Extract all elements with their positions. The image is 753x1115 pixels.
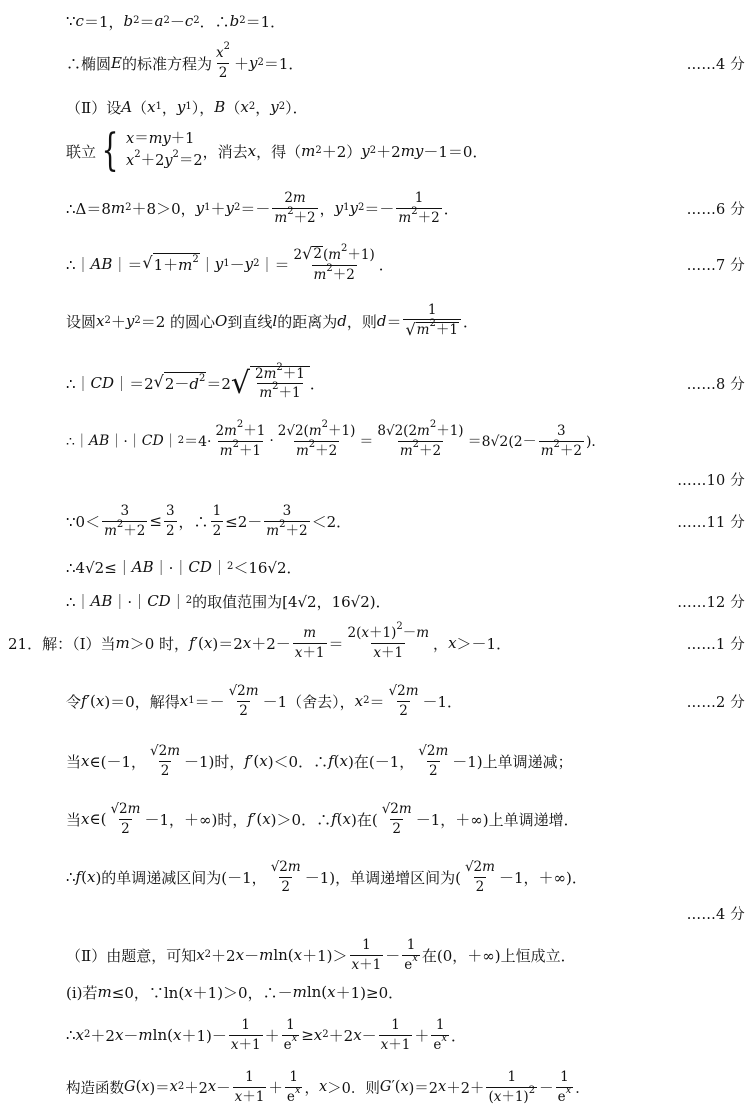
solution-line — [66, 358, 745, 408]
solution-line — [66, 94, 745, 120]
score-mark: ……4 分 — [686, 56, 745, 73]
solution-line — [66, 980, 745, 1004]
score-mark: ……6 分 — [686, 201, 745, 218]
math-expression: ∴｜ AB ｜＝ √ $1+m^2$ ｜ y 1 － y 2 ｜＝ 2 √ 2 $(m^2+1)$ $m^2+2$ ． — [66, 243, 394, 283]
solution-line — [66, 676, 745, 726]
math-expression: （Ⅱ）设 A （ x 1 ， y 1 ）， B （ x 2 ， y 2 ）． — [66, 98, 308, 117]
math-expression: 21．解：（Ⅰ）当 m ＞0 时， f ′( x )＝2 x ＋2－ $\frac{m}{x+1}$ ＝ $\frac{2(x+1)^2-m}{x+1}$ ， x ＞－1． — [8, 621, 512, 661]
solution-line — [66, 8, 745, 34]
score-mark: ……8 分 — [686, 376, 745, 393]
solution-line — [66, 468, 745, 490]
solution-line — [66, 852, 745, 902]
math-expression: 设圆 x 2 ＋ y 2 ＝2 的圆心 O 到直线 l 的距离为 d ，则 d ＝ 1 √ $m^2+1$ ． — [66, 302, 478, 340]
solution-line — [66, 498, 745, 544]
math-expression: 当 x ∈( $\frac{√2m}{2}$ －1，＋∞)时， f ′( x )＞0．∴ f ( x )在( $\frac{√2m}{2}$ －1，＋∞)上单调递增． — [66, 801, 579, 837]
solution-line — [66, 554, 745, 580]
solution-line — [66, 736, 745, 786]
math-expression: ∴ x 2 ＋2 x － m ln( x ＋1)－ $\frac{1}{x+1}$ ＋ $\frac{1}{e^x}$ ≥ x 2 ＋2 x － $\frac{1}{x+1}$ ＋ $\frac{1}{e^x}$ ． — [66, 1017, 467, 1053]
math-expression: (i)若 m ≤0，∵ln( x ＋1)＞0，∴－ m ln( x ＋1)≥0． — [66, 983, 404, 1002]
math-expression: ∴｜ AB ｜·｜ CD ｜ 2 ＝4· $\frac{2m^2+1}{m^2+1}$ · $\frac{2√2(m^2+1)}{m^2+2}$ ＝ $\frac{8√2(2m^2+1)}{m^2+2}$ ＝8√2(2－ $\frac{3}{m^2+2}$ )． — [66, 419, 606, 459]
math-expression: （Ⅱ）由题意，可知 x 2 ＋2 x － m ln( x ＋1)＞ $\frac{1}{x+1}$ － $\frac{1}{e^x}$ 在(0，＋∞)上恒成立． — [66, 937, 576, 973]
solution-line — [66, 932, 745, 978]
score-mark: ……2 分 — [686, 694, 745, 711]
solution-line — [66, 902, 745, 924]
solution-line — [66, 296, 745, 346]
math-expression: ∴Δ＝8 m 2 ＋8＞0， y 1 ＋ y 2 ＝－ $\frac{2m}{m^2+2}$ ， y 1 y 2 ＝－ $\frac{1}{m^2+2}$ ． — [66, 190, 459, 226]
solution-line — [66, 186, 745, 230]
math-expression: 构造函数 G ( x )＝ x 2 ＋2 x － $\frac{1}{x+1}$ ＋ $\frac{1}{e^x}$ ， x ＞0．则 G ′( x )＝2 x ＋2＋ $\frac{1}{(x+1)^2}$ － $\frac{1}{e^x}$ ． — [66, 1069, 590, 1105]
solution-line — [66, 1012, 745, 1058]
score-mark: ……11 分 — [677, 514, 745, 531]
math-expression: ∵0＜ $\frac{3}{m^2+2}$ ≤ $\frac{3}{2}$ ，∴ $\frac{1}{2}$ ≤2－ $\frac{3}{m^2+2}$ ＜2． — [66, 503, 352, 539]
math-expression: ∴椭圆 E 的标准方程为 $\frac{x^2}{2}$ ＋ y 2 ＝1． — [66, 41, 304, 81]
score-mark: ……10 分 — [677, 472, 745, 489]
math-expression: ∴｜ CD ｜＝2 √ $2-d^2$ ＝2 √ $\frac{2m^2+1}{m^2+1}$ ． — [66, 361, 325, 401]
solution-line — [66, 416, 745, 466]
solution-line — [66, 794, 745, 844]
math-expression: ∴ f ( x )的单调递减区间为(－1， $\frac{√2m}{2}$ －1)，单调递增区间为( $\frac{√2m}{2}$ －1，＋∞)． — [66, 859, 587, 895]
math-expression: 联立 { x＝my＋1 $x^2+2y^2=2$ ，消去 x ，得（ m 2 ＋2） y 2 ＋2 my －1＝0． — [66, 125, 488, 177]
solution-line — [66, 42, 745, 84]
math-expression: 当 x ∈(－1， $\frac{√2m}{2}$ －1)时， f ′( x )＜0．∴ f ( x )在(－1， $\frac{√2m}{2}$ －1)上单调递减； — [66, 743, 573, 779]
score-mark: ……7 分 — [686, 257, 745, 274]
solution-line — [66, 588, 745, 614]
solution-line — [66, 242, 745, 286]
score-mark: ……4 分 — [686, 906, 745, 923]
score-mark: ……1 分 — [686, 636, 745, 653]
solution-line — [8, 620, 745, 666]
solution-line — [66, 124, 745, 178]
score-mark: ……12 分 — [677, 594, 745, 611]
math-expression: 令 f ′( x )＝0，解得 x 1 ＝－ $\frac{√2m}{2}$ －1（舍去）， x 2 ＝ $\frac{√2m}{2}$ －1． — [66, 683, 463, 719]
math-expression: ∴｜ AB ｜·｜ CD ｜ 2 的取值范围为[4√2，16√2)． — [66, 592, 391, 611]
math-expression: ∴4√2≤｜ AB ｜·｜ CD ｜ 2 ＜16√2． — [66, 558, 302, 577]
solution-line — [66, 1064, 745, 1110]
math-expression: ∵ c ＝1， b 2 ＝ a 2 － c 2 ．∴ b 2 ＝1． — [66, 12, 286, 31]
